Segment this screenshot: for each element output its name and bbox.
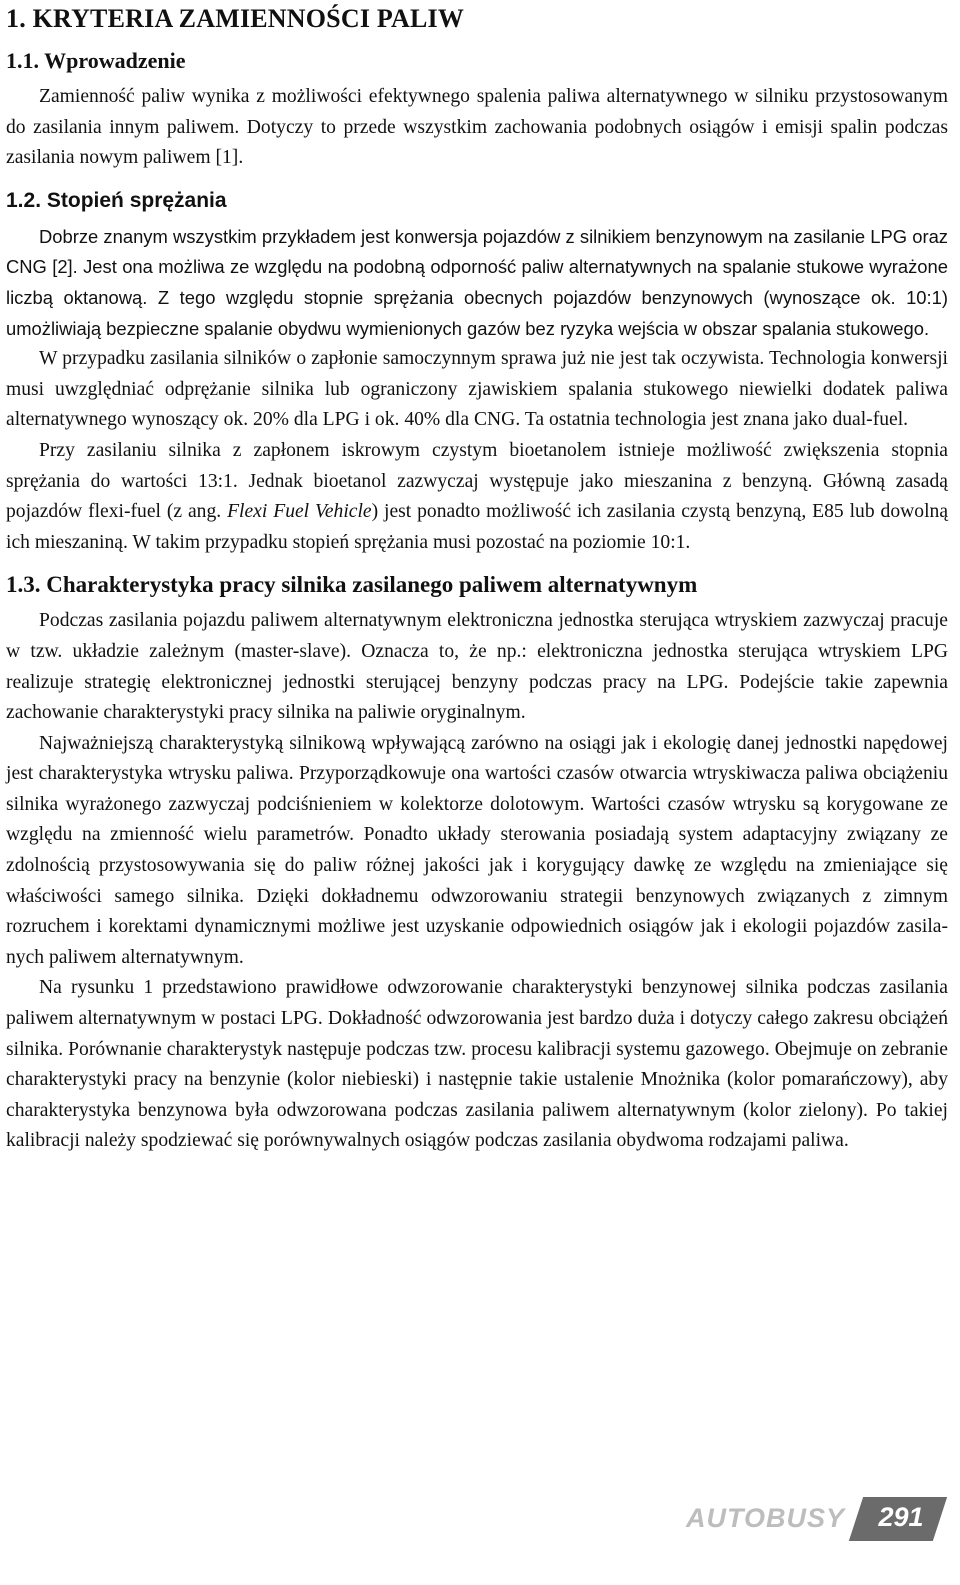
paragraph-compression-3-italic: Flexi Fuel Vehicle: [227, 501, 372, 523]
journal-title: AUTOBUSY: [686, 1503, 846, 1533]
paragraph-compression-1: Dobrze znanym wszystkim przykładem jest konwersja pojazdów z silnikiem benzynowym na zasilanie LPG oraz CNG [2]. Jest ona możliwa ze względu na podobną odporność paliw alternatywnych na spalanie stukowe wyrażone liczbą oktanową. Z tego względu stopnie sprężania obecnych pojazdów benzynowych (wynoszące ok. 10:1) umożliwiają bezpieczne spalanie obydwu wymienionych gazów bez ryzyka wejścia w obszar spalania stukowego.: [6, 225, 948, 339]
paragraph-engine-2: Najważniejszą charakterystyką silnikową wpływającą zarówno na osiągi jak i ekologię danej jednostki napędowej jest charakterystyka wtrysku paliwa. Przyporządkowuje ona wartości czasów otwarcia wtryskiwacza paliwa obciążeniu silnika wyrażonego zazwyczaj podciśnieniem w kolektorze dolotowym. Wartości czasów wtrysku są korygowane ze względu na zmienność wielu parametrów. Ponadto układy sterowania posiadają system adaptacyjny związany ze zdolnością przystosowywania się do paliw różnej jakości jak i korygujący dawkę ze względu na zmieniające się właściwości samego silnika. Dzięki dokładnemu odwzorowaniu strategii benzynowych związanych z zimnym rozruchem i korektami dynamicznymi możliwe jest uzyskanie odpowiednich osiągów jak i ekologii pojazdów zasilanych paliwem alternatywnym.: [6, 732, 948, 968]
paragraph-compression-3: [6, 436, 948, 558]
paragraph-compression-3-after: ) jest ponadto możliwość ich zasilania czystą benzyną, E85 lub dowolną ich mieszaniną. W takim przypadku stopień sprężania musi pozostać na poziomie 10:1.: [6, 501, 949, 553]
paragraph-engine-3: Na rysunku 1 przedstawiono prawidłowe odwzorowanie charakterystyki benzynowej silnika podczas zasilania paliwem alternatywnym w postaci LPG. Dokładność odwzorowania jest bardzo duża i dotyczy całego zakresu obciążeń silnika. Porównanie charakterystyk następuje podczas tzw. procesu kalibracji systemu gazowego. Obejmuje on zebranie charakterystyki pracy na benzynie (kolor niebieski) i następnie takie ustalenie Mnożnika (kolor pomarańczowy), aby charakterystyka benzynowa była odwzorowana podczas zasilania paliwem alternatywnym (kolor zielony). Po takiej kalibracji należy spodziewać się porównywalnych osiągów podczas zasilania obydwoma rodzajami paliwa.: [6, 977, 948, 1152]
subsection-heading-1-1: 1.1. Wprowadzenie: [6, 48, 186, 73]
subsection-heading-1-2: 1.2. Stopień sprężania: [6, 188, 227, 212]
section-heading-1: 1. KRYTERIA ZAMIENNOŚCI PALIW: [6, 4, 465, 33]
paragraph-compression-2: W przypadku zasilania silników o zapłonie samoczynnym sprawa już nie jest tak oczywista. Technologia konwersji musi uwzględniać odprężanie silnika lub ograniczony zjawiskiem spalania stukowego niewielki dodatek paliwa alternatywnego wynoszący ok. 20% dla LPG i ok. 40% dla CNG. Ta ostatnia technologia jest znana jako dual-fuel.: [6, 348, 948, 431]
paragraph-engine-1: Podczas zasilania pojazdu paliwem alternatywnym elektroniczna jednostka sterująca wtryskiem zazwyczaj pracuje w tzw. układzie zależnym (master-slave). Oznacza to, że np.: elektroniczna jednostka sterująca wtryskiem LPG realizuje strategię elektronicznej jednostki sterującej benzyny podczas pracy na LPG. Podejście takie zapewnia zachowanie charakterystyki pracy silnika na paliwie oryginalnym.: [6, 610, 948, 724]
page-content: [6, 0, 948, 1157]
paragraph-compression-3-before: Przy zasilaniu silnika z zapłonem iskrowym czystym bioetanolem istnieje możliwość zwiększenia stopnia sprężania do wartości 13:1. Jednak bioetanol zazwyczaj występuje jako mieszanina z benzyną. Główną zasadą pojazdów flexi-fuel (z ang.: [6, 439, 948, 523]
page-number: 291: [878, 1502, 924, 1532]
page-footer: [686, 1497, 950, 1543]
subsection-heading-1-3: 1.3. Charakterystyka pracy silnika zasilanego paliwem alternatywnym: [6, 572, 698, 598]
paragraph-intro: Zamienność paliw wynika z możliwości efektywnego spalenia paliwa alternatywnego w silniku przystosowanym do zasilania innym paliwem. Dotyczy to przede wszystkim zachowania podobnych osiągów i emisji spalin podczas zasilania nowym paliwem [1].: [6, 86, 948, 169]
